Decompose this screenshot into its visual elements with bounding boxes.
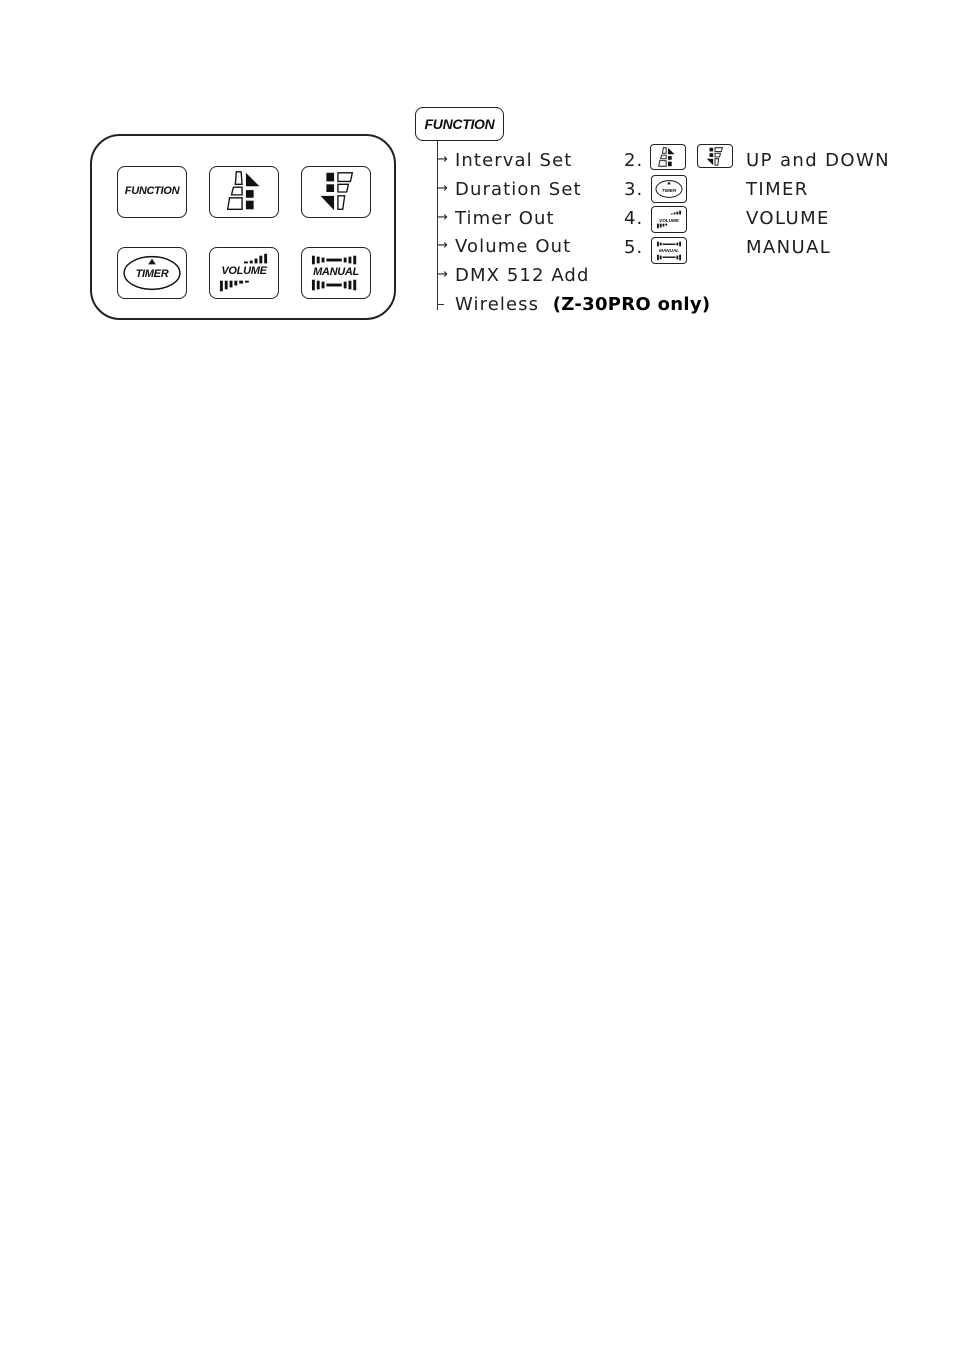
legend-up-key [650, 144, 686, 170]
menu-item-wireless [455, 294, 710, 315]
legend-meaning-volume: VOLUME [746, 208, 830, 229]
wireless-label: Wireless [455, 294, 540, 315]
function-key-label: FUNCTION [424, 116, 495, 132]
down-icon [302, 167, 370, 217]
legend-number: 4. [624, 208, 644, 229]
timer-icon [652, 176, 686, 202]
corner-arrow-icon [437, 296, 444, 305]
legend-number: 3. [624, 179, 644, 200]
legend-meaning-up-down: UP and DOWN [746, 150, 891, 171]
menu-item-duration-set: Duration Set [455, 179, 582, 200]
legend-timer-key [651, 175, 687, 203]
up-button[interactable] [209, 166, 279, 218]
down-icon [698, 145, 732, 167]
wireless-note: (Z-30PRO only) [552, 294, 711, 315]
function-button-label: FUNCTION [124, 185, 180, 197]
legend-down-key [697, 144, 733, 168]
legend-number: 5. [624, 237, 644, 258]
arrow-icon: → [437, 210, 448, 225]
manual-button[interactable] [301, 247, 371, 299]
timer-button-label: TIMER [135, 268, 169, 280]
legend-number: 2. [624, 150, 644, 171]
legend-manual-icon-label: MANUAL [659, 247, 679, 253]
legend-manual-key [651, 237, 687, 264]
menu-item-timer-out: Timer Out [455, 208, 555, 229]
controller-panel [90, 134, 396, 320]
arrow-icon: → [437, 181, 448, 196]
legend-meaning-timer: TIMER [746, 179, 809, 200]
arrow-icon: → [437, 238, 448, 253]
arrow-icon: → [437, 152, 448, 167]
up-icon [210, 167, 278, 217]
legend-timer-icon-label: TIMER [661, 187, 677, 193]
menu-item-dmx-512-add: DMX 512 Add [455, 265, 590, 286]
legend-volume-key [651, 206, 687, 233]
manual-icon [652, 238, 686, 263]
volume-icon [652, 207, 686, 232]
manual-button-label: MANUAL [313, 266, 359, 278]
function-button[interactable] [117, 166, 187, 218]
up-icon [651, 145, 685, 169]
legend-meaning-manual: MANUAL [746, 237, 832, 258]
volume-button-label: VOLUME [221, 265, 267, 277]
legend-volume-icon-label: VOLUME [659, 217, 679, 223]
volume-button[interactable] [209, 247, 279, 299]
timer-button[interactable] [117, 247, 187, 299]
menu-item-interval-set: Interval Set [455, 150, 573, 171]
arrow-icon: → [437, 267, 448, 282]
function-key-box [415, 107, 504, 141]
menu-item-volume-out: Volume Out [455, 236, 572, 257]
down-button[interactable] [301, 166, 371, 218]
